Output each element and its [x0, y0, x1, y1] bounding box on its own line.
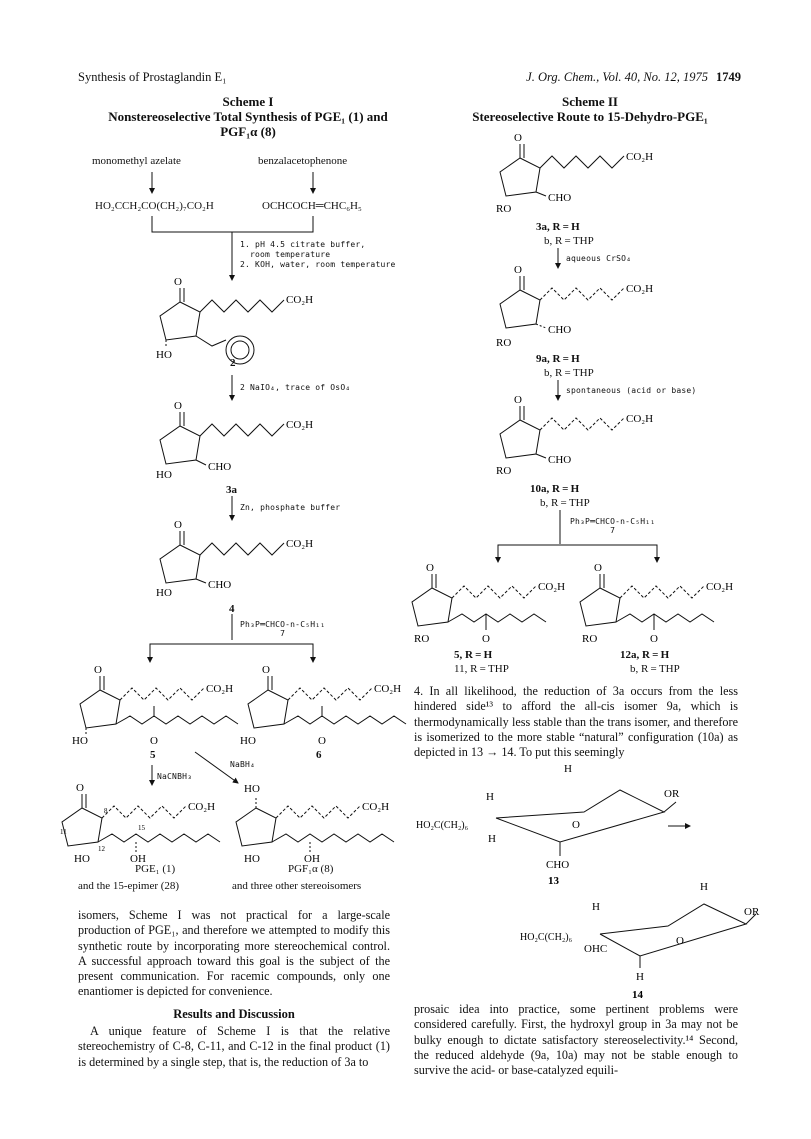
- structure-stroke: [160, 426, 200, 464]
- section-heading: Results and Discussion: [173, 1007, 295, 1021]
- structure-9a: [500, 276, 624, 328]
- structure-stroke: [500, 158, 540, 196]
- structure-stroke: [452, 586, 536, 598]
- label-3ab: [536, 220, 594, 248]
- atom-o: O: [676, 935, 684, 947]
- structure-stroke: [196, 579, 206, 583]
- structure-10a: [500, 406, 624, 458]
- scheme2-subtitle: Stereoselective Route to 15-Dehydro-PGE₁: [472, 109, 708, 124]
- atom-cho: CHO: [208, 461, 232, 473]
- page-number: 1749: [716, 70, 741, 84]
- label-5-11: [454, 648, 509, 676]
- label-line: b, R = THP: [544, 367, 594, 379]
- atom-ro: RO: [496, 465, 512, 477]
- scheme1-conditions-3: Zn, phosphate buffer: [240, 503, 341, 512]
- start-material-right: benzalacetophenone: [258, 155, 348, 167]
- atom-h: H: [592, 901, 600, 913]
- atom-ro: RO: [582, 633, 598, 645]
- atom-h: H: [486, 791, 494, 803]
- atom-or: OR: [664, 788, 680, 800]
- structure-stroke: [60, 132, 760, 1001]
- join-bracket: [152, 216, 313, 232]
- atom-ho: HO: [240, 735, 256, 747]
- atom-o: O: [174, 400, 182, 412]
- structure-stroke: [500, 290, 540, 328]
- scheme1-title: Scheme I: [222, 94, 274, 109]
- scheme1-conditions-5: NaCNBH₃: [157, 772, 193, 781]
- left-paragraph-2: A unique feature of Scheme I is that the relative stereochemistry of C-8, C-11, and C-12 in the final product (1) is determined by a single step, that is, the reduction of 3a to: [78, 1024, 390, 1069]
- structure-stroke: [498, 545, 657, 558]
- compound-5-label: 5: [150, 749, 156, 761]
- label-line: b, R = THP: [540, 497, 590, 509]
- structure-stroke: [288, 688, 372, 700]
- atom-o: O: [174, 519, 182, 531]
- cond-line: Ph₃P═CHCO-n-C₅H₁₁: [240, 620, 326, 629]
- pge1-note: and the 15-epimer (28): [78, 880, 180, 892]
- label-9ab: [536, 352, 594, 380]
- atom-ho: HO: [156, 469, 172, 481]
- structure-stroke: [236, 808, 276, 846]
- cond-line: Ph₃P═CHCO-n-C₅H₁₁: [570, 517, 656, 526]
- locant-12: 12: [98, 845, 105, 853]
- atom-o: O: [482, 633, 490, 645]
- structure-stroke: [664, 802, 676, 812]
- atom-o: O: [594, 562, 602, 574]
- atom-ohc: OHC: [584, 943, 608, 955]
- structure-2: [160, 288, 284, 364]
- atom-ro: RO: [496, 337, 512, 349]
- atom-co2h: CO₂H: [286, 538, 314, 550]
- structure-stroke: [200, 424, 284, 436]
- atom-o: O: [318, 735, 326, 747]
- label-line: 5, R = H: [454, 649, 493, 661]
- structure-stroke: [616, 614, 714, 622]
- atom-h: H: [564, 763, 572, 775]
- structure-stroke: [540, 156, 624, 168]
- atom-co2h: CO₂H: [362, 801, 390, 813]
- left-paragraph-1: isomers, Scheme I was not practical for a large-scale production of PGE₁, and therefore we attempted to modify this synthetic route by incorporating more stereochemical control. A successful approach toward this goal is the subject of the present communication. For racemic compounds, only one enantiomer is depicted for convenience.: [78, 908, 390, 999]
- pgf-note: and three other stereoisomers: [232, 880, 362, 892]
- scheme1-subtitle-2: PGF₁α (8): [220, 124, 276, 139]
- scheme2-conditions-2: spontaneous (acid or base): [566, 386, 697, 395]
- label-line: 10a, R = H: [530, 483, 580, 495]
- atom-ho: HO: [244, 783, 260, 795]
- compound-3a-label: 3a: [226, 484, 237, 496]
- atom-co2h: CO₂H: [286, 294, 314, 306]
- atom-co2h: CO₂H: [706, 581, 734, 593]
- atom-o: O: [262, 664, 270, 676]
- atom-o: O: [426, 562, 434, 574]
- locant-8: 8: [104, 807, 108, 815]
- atom-cho: CHO: [208, 579, 232, 591]
- compound-4-label: 4: [229, 603, 235, 615]
- atom-co2h: CO₂H: [626, 283, 654, 295]
- structure-stroke: [620, 586, 704, 598]
- atom-oh: OH: [130, 853, 146, 865]
- running-header-title: Synthesis of Prostaglandin E₁: [78, 70, 227, 84]
- structure-stroke: [412, 588, 452, 626]
- label-line: b, R = THP: [544, 235, 594, 247]
- structure-stroke: [196, 336, 226, 346]
- atom-or: OR: [744, 906, 760, 918]
- atom-o: O: [174, 276, 182, 288]
- label-12ab: [620, 648, 680, 676]
- compound-2-label: 2: [230, 357, 236, 369]
- scheme2-conditions-3: [570, 517, 655, 535]
- cond-line: room temperature: [250, 250, 331, 259]
- atom-chain: HO₂C(CH₂)₆: [416, 820, 469, 831]
- structure-stroke: [272, 834, 394, 842]
- scheme2-conditions-1: aqueous CrSO₄: [566, 254, 632, 263]
- atom-h: H: [700, 881, 708, 893]
- cond-line: 2. KOH, water, room temperature: [240, 260, 396, 269]
- structure-stroke: [536, 324, 546, 328]
- atom-oh: OH: [304, 853, 320, 865]
- structure-stroke: [540, 418, 624, 430]
- formula-left: HO₂CCH₂CO(CH₂)₇CO₂H: [95, 200, 214, 212]
- structure-stroke: [102, 806, 186, 818]
- atom-co2h: CO₂H: [626, 151, 654, 163]
- atom-cho: CHO: [548, 454, 572, 466]
- structure-stroke: [98, 834, 220, 842]
- structure-stroke: [120, 688, 204, 700]
- atom-o: O: [94, 664, 102, 676]
- structure-stroke: [536, 454, 546, 458]
- structure-5-scheme2: [412, 574, 546, 630]
- structure-12a: [580, 574, 714, 630]
- atom-co2h: CO₂H: [538, 581, 566, 593]
- atom-o: O: [76, 782, 84, 794]
- pgf-label: PGF₁α (8): [288, 863, 334, 875]
- atom-co2h: CO₂H: [206, 683, 234, 695]
- atom-ho: HO: [72, 735, 88, 747]
- label-line: 3a, R = H: [536, 221, 580, 233]
- atom-ho: HO: [244, 853, 260, 865]
- atom-o: O: [572, 819, 580, 831]
- structure-stroke: [600, 904, 746, 956]
- scheme2-title-block: [430, 94, 750, 124]
- structure-stroke: [160, 545, 200, 583]
- scheme1-conditions-2: 2 NaIO₄, trace of OsO₄: [240, 383, 351, 392]
- cond-line: 7: [280, 629, 286, 638]
- journal-citation: J. Org. Chem., Vol. 40, No. 12, 1975: [526, 70, 708, 84]
- pge1-label: PGE₁ (1): [135, 863, 176, 875]
- atom-ro: RO: [496, 203, 512, 215]
- atom-o: O: [514, 264, 522, 276]
- atom-ho: HO: [156, 587, 172, 599]
- atom-o: O: [514, 394, 522, 406]
- atom-o: O: [650, 633, 658, 645]
- atom-co2h: CO₂H: [374, 683, 402, 695]
- atom-o: O: [150, 735, 158, 747]
- compound-13-label: 13: [548, 875, 559, 887]
- scheme1-subtitle-1: Nonstereoselective Total Synthesis of PGE₁ (1) and: [108, 109, 388, 124]
- atom-ho: HO: [74, 853, 90, 865]
- scheme1-conditions-6: NaBH₄: [230, 760, 256, 769]
- locant-15: 15: [138, 824, 145, 832]
- right-paragraph-2: prosaic idea into practice, some pertinent problems were considered carefully. First, the hydroxyl group in 3a may not be bulky enough to dictate satisfactory stereoselectivity.¹⁴ Second, the reduced aldehyde (9a, 10a) may not be stable enough to survive the acid- or base-catalyzed equili-: [414, 1002, 738, 1078]
- start-material-left: monomethyl azelate: [92, 155, 181, 167]
- atom-ho: HO: [156, 349, 172, 361]
- structure-stroke: [116, 716, 238, 724]
- cond-line: 1. pH 4.5 citrate buffer,: [240, 240, 366, 249]
- structure-stroke: [80, 690, 120, 728]
- structure-stroke: [540, 288, 624, 300]
- atom-co2h: CO₂H: [188, 801, 216, 813]
- structure-stroke: [448, 614, 546, 622]
- atom-cho: CHO: [548, 324, 572, 336]
- label-line: 9a, R = H: [536, 353, 580, 365]
- structure-13: [496, 790, 676, 856]
- structure-stroke: [536, 192, 546, 196]
- atom-h: H: [488, 833, 496, 845]
- cond-line: 7: [610, 526, 616, 535]
- compound-14-label: 14: [632, 989, 643, 1001]
- structure-stroke: [62, 808, 102, 846]
- right-paragraph-1: 4. In all likelihood, the reduction of 3a occurs from the less hindered side¹³ to afford the all-cis isomer 9a, which is thermodynamically less stable than the trans isomer, and therefore is isomerized to the more stable “natural” configuration (10a) as depicted in 13 → 14. To put this seemingly: [414, 684, 738, 760]
- structure-stroke: [62, 144, 756, 968]
- atom-cho: CHO: [546, 859, 570, 871]
- atom-h: H: [636, 971, 644, 983]
- arrow: [195, 752, 238, 783]
- structure-stroke: [496, 790, 664, 842]
- scheme2-title: Scheme II: [562, 94, 618, 109]
- structure-3a: [160, 412, 284, 465]
- structure-stroke: [160, 302, 200, 340]
- structure-stroke: [284, 716, 406, 724]
- structure-stroke: [196, 460, 206, 465]
- structure-stroke: [200, 300, 284, 312]
- structure-stroke: [226, 336, 254, 364]
- atom-co2h: CO₂H: [626, 413, 654, 425]
- label-line: 11, R = THP: [454, 663, 509, 675]
- label-10ab: [530, 482, 590, 510]
- label-line: 12a, R = H: [620, 649, 670, 661]
- structure-stroke: [500, 420, 540, 458]
- atom-cho: CHO: [548, 192, 572, 204]
- structure-stroke: [276, 806, 360, 818]
- compound-6-label: 6: [316, 749, 322, 761]
- atom-ro: RO: [414, 633, 430, 645]
- label-line: b, R = THP: [630, 663, 680, 675]
- atom-o: O: [514, 132, 522, 144]
- structure-stroke: [248, 690, 288, 728]
- atom-co2h: CO₂H: [286, 419, 314, 431]
- atom-chain: HO₂C(CH₂)₆: [520, 932, 573, 943]
- structure-stroke: [231, 341, 249, 359]
- structure-3a-scheme2: [500, 144, 624, 196]
- structure-stroke: [200, 543, 284, 555]
- locant-11: 11: [60, 828, 67, 836]
- formula-right: OCHCOCH═CHC₆H₅: [262, 200, 362, 212]
- structure-stroke: [580, 588, 620, 626]
- split-bracket: [150, 644, 313, 660]
- structure-4: [160, 531, 284, 583]
